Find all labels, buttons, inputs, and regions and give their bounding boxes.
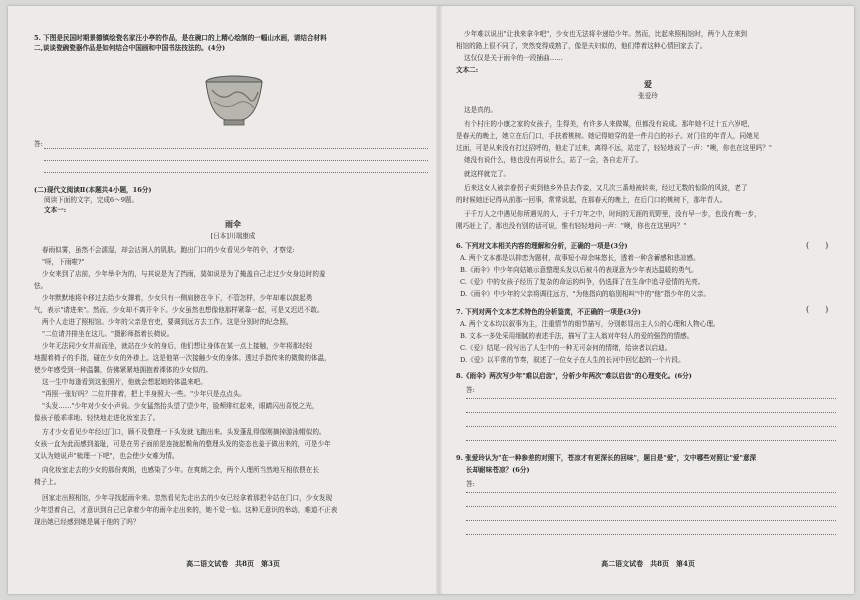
reading-instruction: 阅读下面的文字，完成6～9题。 [44, 196, 139, 204]
answer-line[interactable] [44, 148, 428, 149]
paragraph: 这是真的。 [464, 106, 497, 114]
answer-line[interactable] [466, 520, 836, 521]
paragraph: 少年无法同少女并肩而坐，就站在少女的身后，他们想让身体在某一点上接触，少年将那轻轻 [42, 342, 313, 350]
question-7-option-c[interactable]: C.《爱》结尾一段写出了人生中的一种无可奈何的情绪，给读者以启迪。 [460, 344, 672, 352]
paragraph: 回家走出照相馆，少年寻找起雨伞来。忽然看见先走出去的少女已经拿着那把伞站在门口，少女发现 [42, 494, 333, 502]
question-5-line-2: 二,谈谈瓷碗瓷器作品是如何结合中国画和中国书法技法的。(4分) [34, 44, 226, 52]
paragraph: 就这样就完了。 [464, 170, 511, 178]
paragraph: 像孩子般乖乖地、轻快地走进化妆室去了。 [34, 414, 160, 422]
story-author: 张爱玲 [638, 92, 658, 100]
paragraph: 她没有说什么，他也没有再说什么，站了一会，各自走开了。 [464, 156, 643, 164]
paragraph: 的时候她还记得从前那一回事，常常说起，在那春天的晚上，在后门口的桃树下，那年青人。 [456, 196, 727, 204]
question-6-option-d[interactable]: D.《雨伞》中少年的父亲将调往远方，"为他指向的临别相叫"中的"他"指少年的父亲。 [460, 290, 711, 298]
paragraph: "头发……"少年对少女小声说。少女猛然抬头望了望少年，脸颊绯红起来，眼睛闪出喜悦之光， [42, 402, 319, 410]
paragraph: 过面，可是从来没有打过招呼的，他走了过来，离得不远，站定了，轻轻地说了一声："噢，你也在这里吗？" [456, 144, 772, 152]
answer-line[interactable] [466, 440, 836, 441]
paragraph: 地握着椅子的手指，碰在少女的外褂上。这是他第一次接触少女的身体。透过手指传来的微微的体温， [34, 354, 331, 362]
paragraph: 于千万人之中遇见你所遇见的人，于千万年之中，时间的无涯的荒野里，没有早一步，也没有晚一步， [464, 210, 761, 218]
paragraph: 现出她已经感到她是属于他的了吗？ [34, 518, 140, 526]
story-title: 爱 [644, 80, 652, 88]
question-6-option-b[interactable]: B.《雨伞》中少年向姑娘示意整理头发以后被斗的表现意为少年表达温暖的勇气。 [460, 266, 698, 274]
answer-line[interactable] [466, 534, 836, 535]
section-title: (二)现代文阅读Ⅱ(本题共4小题，16分) [34, 186, 152, 194]
question-6-option-c[interactable]: C.《爱》中的女孩子经历了复杂的命运的纠争，仍选择了在生命中追寻爱情的光亮。 [460, 278, 705, 286]
paragraph: 相馆的路上很不同了，突然变得成熟了，像是夫妇似的，他们带着这种心情回家去了。 [456, 42, 707, 50]
answer-bracket[interactable]: ( ) [806, 305, 829, 314]
paragraph: 春雨似雾，虽然不会濡湿，却会沾润人的肌肤。跑出门口的少女看见少年的伞，才察觉: [42, 246, 295, 254]
page-footer: 高二语文试卷 共8页 第3页 [186, 559, 280, 568]
answer-bracket[interactable]: ( ) [806, 241, 829, 250]
paragraph: 少年默默地将伞移过去给少女撑着，少女只有一侧肩膀在伞下，不管怎样，少年却难以鼓起勇 [42, 294, 313, 302]
answer-line[interactable] [44, 172, 428, 173]
page-footer: 高二语文试卷 共8页 第4页 [601, 559, 695, 568]
question-8: 8.《雨伞》两次写少年"难以启齿"，分析少年两次"难以启齿"的心理变化。(6分) [456, 372, 692, 380]
story-author: [日本]川端康成 [210, 232, 256, 240]
exam-sheet [8, 6, 854, 594]
paragraph: 有个村庄的小康之家的女孩子，生得美，有许多人来做媒，但都没有说成。那年她不过十五六岁吧， [464, 120, 755, 128]
paragraph: 怯。 [34, 282, 48, 290]
paragraph: "呀，下雨啦?" [42, 258, 85, 266]
question-9-line-1: 9. 张爱玲认为"在一种参差的对照下，苍凉才有更深长的回味"，题目是"爱"，文中哪些对照让"爱"意深 [456, 454, 757, 462]
left-page [34, 6, 432, 594]
paragraph: 后来这女人被亲眷拐子卖到他乡外县去作妾，又几次三番地被转卖，经过无数的惊险的风波，老了 [464, 184, 748, 192]
paragraph: "再照一张好吗？二位并排着，把上半身照大一些。"少年只是点点头。 [42, 390, 246, 398]
paragraph: 两个人走进了照相馆。少年的父亲是官吏，要调到远方去工作。这是分别时的纪念照。 [42, 318, 293, 326]
porcelain-bowl-image [202, 72, 266, 128]
question-9-line-2: 长却耐味苍凉？(6分) [466, 466, 530, 474]
question-7-option-a[interactable]: A. 两个文本均以叙事为主，注重情节的细节描写，分别彰显出主人公的心理和人物心理。 [460, 320, 720, 328]
question-6-option-a[interactable]: A. 两个文本都是以抑恋为题材，故事短小却余味悠长，透着一种含蓄感和悲凉感。 [460, 254, 700, 262]
paragraph: 向化妆室走去的少女的那份爽朗，也感染了少年。在爽朗之余，两个人理所当然地互相依偎在长 [42, 466, 319, 474]
story-title: 雨伞 [225, 220, 241, 228]
answer-line[interactable] [44, 160, 428, 161]
paragraph: 又认为她说声"梳理一下吧"，也会使少女难为情。 [34, 452, 179, 460]
paragraph: 女孩一直为此而感到羞耻，可是在男子面前是连拢起鬓角的整理头发的姿态也羞于做出来的，可是少年 [34, 440, 331, 448]
paragraph: 少年难以说出"让我来拿伞吧"，少女也无法将伞递给少年。然而，比起来照相馆时，两个人在来到 [464, 30, 748, 38]
text-one-label: 文本一: [44, 206, 67, 214]
answer-line[interactable] [466, 398, 836, 399]
paragraph: 气，表示"请进来"。然而，少女却不离开伞下。少女虽然也想像他那样紧靠一起，可是又迟迟不敢。 [34, 306, 324, 314]
question-5-line-1: 5. 下图是民国时期景德镇绘瓷名家汪小亭的作品，是在碗口的上精心绘制的一幅山水画，请结合材料 [34, 34, 327, 42]
right-page [456, 6, 840, 594]
answer-label: 答: [466, 386, 475, 394]
question-7-option-d[interactable]: D.《爱》以平常的节奏，叙述了一位女子在人生的长河中回忆起的一个片段。 [460, 356, 685, 364]
paragraph: 这一生中每逢看到这张照片，他就会想起她的体温来吧。 [42, 378, 207, 386]
paragraph: 使少年感受到一种温馨，仿佛紧紧地拥抱着裸体的少女似的。 [34, 366, 213, 374]
answer-label: 答: [34, 140, 43, 148]
page-fold [436, 6, 442, 594]
paragraph: 少女来到了店前，少年举伞为的，与其说是为了挡雨，莫如说是为了掩盖自己走过少女身边时的羞 [42, 270, 326, 278]
answer-label: 答: [466, 480, 475, 488]
text-two-label: 文本二: [456, 66, 479, 74]
paragraph: "二位请并排坐在这儿。"摄影师指着长椅说。 [42, 330, 174, 338]
paragraph: 刚巧赶上了，那也没有别的话可说，惟有轻轻地问一声："噢，你也在这里吗？" [456, 222, 687, 230]
question-6: 6. 下列对文本相关内容的理解和分析，正确的一项是(3分) [456, 242, 628, 250]
question-7-option-b[interactable]: B. 文本一多处采用细腻的表述手法，描写了主人翁对年轻人的爱的强烈的情感。 [460, 332, 694, 340]
paragraph: 方才少女看见少年经过门口，顾不及整理一下头发就飞跑出来。头发蓬乱得像刚摘掉游泳帽似的。 [42, 428, 326, 436]
paragraph: 这仅仅是关于雨伞的一段插曲…… [464, 54, 563, 62]
answer-line[interactable] [466, 412, 836, 413]
question-7: 7. 下列对两个文本艺术特色的分析鉴赏，不正确的一项是(3分) [456, 308, 641, 316]
answer-line[interactable] [466, 492, 836, 493]
answer-line[interactable] [466, 426, 836, 427]
paragraph: 椅子上。 [34, 478, 61, 486]
paragraph: 是春天的晚上，她立在后门口，手扶着桃树。她记得她穿的是一件月白的衫子。对门住的年青人，同她见 [456, 132, 760, 140]
answer-line[interactable] [466, 506, 836, 507]
paragraph: 少年望着自己，才意识到自己已拿着少年的雨伞走出来的，她不觉一惊。这种无意识的举动，难道不正表 [34, 506, 338, 514]
